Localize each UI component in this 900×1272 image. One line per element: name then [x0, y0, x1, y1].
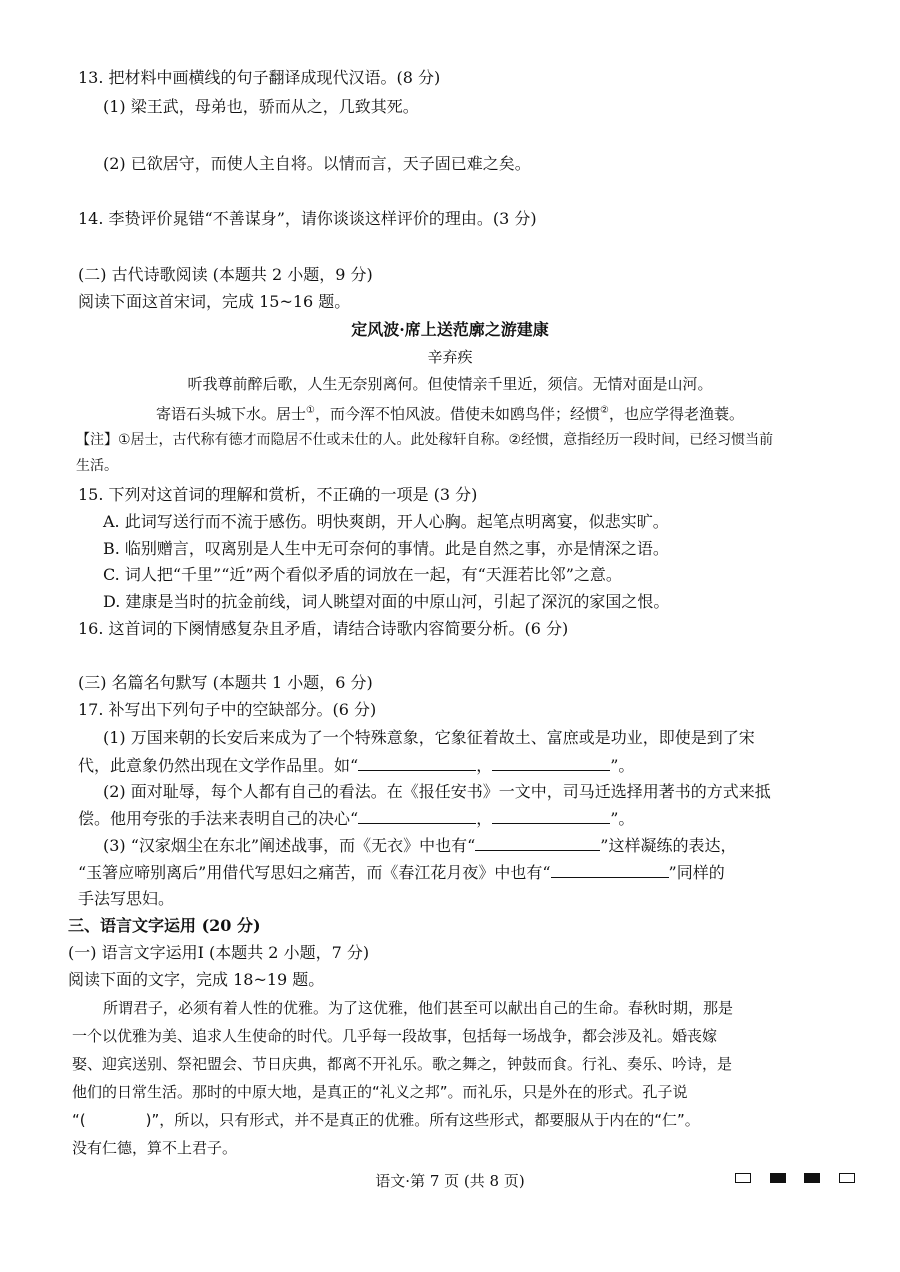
q15-option-a: A. 此词写送行而不流于感伤。明快爽朗，开人心胸。起笔点明离宴，似悲实旷。 — [103, 512, 669, 531]
passage-line-3: 娶、迎宾送别、祭祀盟会、节日庆典，都离不开礼乐。歌之舞之，钟鼓而食。行礼、奏乐、吟诗，是 — [72, 1055, 733, 1073]
page-footer: 语文·第 7 页 (共 8 页) — [375, 1172, 525, 1190]
q17-part-1-text: 代，此意象仍然出现在文学作品里。如“ — [78, 756, 359, 775]
blank[interactable] — [475, 834, 600, 851]
comma: ， — [476, 809, 493, 828]
q15-stem: 15. 下列对这首词的理解和赏析，不正确的一项是 (3 分) — [78, 485, 478, 504]
q13-sentence-1: (1) 梁王武，母弟也，骄而从之，几致其死。 — [103, 97, 419, 116]
q16-stem: 16. 这首词的下阕情感复杂且矛盾，请结合诗歌内容简要分析。(6 分) — [78, 619, 569, 638]
part-3-subheading: (一) 语言文字运用Ⅰ (本题共 2 小题，7 分) — [68, 943, 370, 962]
close-quote: ”。 — [610, 809, 635, 828]
q17-part-3-line-3: 手法写思妇。 — [78, 889, 175, 908]
section-2-intro: 阅读下面这首宋词，完成 15~16 题。 — [78, 292, 351, 311]
poem-line-2b: ，而今浑不怕风波。借使未如鸥鸟伴；经惯 — [314, 405, 600, 423]
poem-line-2c: ，也应学得老渔蓑。 — [608, 405, 744, 423]
comma: ， — [476, 756, 493, 775]
poem-note-1: 【注】①居士，古代称有德才而隐居不仕或未仕的人。此处稼轩自称。②经惯，意指经历一段时间，已经习惯当前 — [76, 432, 774, 448]
blank[interactable] — [358, 807, 476, 824]
poem-note-2: 生活。 — [76, 458, 118, 474]
passage-line-4: 他们的日常生活。那时的中原大地，是真正的“礼义之邦”。而礼乐，只是外在的形式。孔子说 — [72, 1083, 688, 1101]
blank[interactable] — [551, 861, 669, 878]
q15-option-d: D. 建康是当时的抗金前线，词人眺望对面的中原山河，引起了深沉的家国之恨。 — [103, 592, 670, 611]
blank[interactable] — [492, 754, 610, 771]
section-2-heading: (二) 古代诗歌阅读 (本题共 2 小题，9 分) — [78, 265, 373, 284]
passage-line-2: 一个以优雅为美、追求人生使命的时代。几乎每一段故事，包括每一场战争，都会涉及礼。婚丧嫁 — [72, 1027, 718, 1045]
scan-marker-empty — [735, 1173, 751, 1183]
q13-stem: 13. 把材料中画横线的句子翻译成现代汉语。(8 分) — [78, 68, 441, 87]
passage-line-1: 所谓君子，必须有着人性的优雅。为了这优雅，他们甚至可以献出自己的生命。春秋时期，那是 — [103, 999, 734, 1017]
blank[interactable] — [358, 754, 476, 771]
q17-part-3-line-1 — [103, 834, 736, 857]
q17-part-1-line-2 — [78, 754, 634, 777]
q13-sentence-2: (2) 已欲居守，而使人主自将。以情而言，天子固已难之矣。 — [103, 154, 531, 173]
q17-part-1-line-1: (1) 万国来朝的长安后来成为了一个特殊意象，它象征着故土、富庶或是功业，即使是到了宋 — [103, 728, 755, 747]
footnote-mark-1: ① — [306, 405, 315, 416]
q17-part-2-line-2 — [78, 807, 634, 830]
passage-line-6: 没有仁德，算不上君子。 — [72, 1139, 238, 1157]
poem-line-2a: 寄语石头城下水。居士 — [156, 405, 307, 423]
q17-part-3-tail: ”这样凝练的表达， — [600, 836, 737, 855]
blank[interactable] — [492, 807, 610, 824]
scan-marker-empty — [839, 1173, 855, 1183]
section-3-heading: (三) 名篇名句默写 (本题共 1 小题，6 分) — [78, 673, 373, 692]
q17-part-3-text-2: “玉箸应啼别离后”用借代写思妇之痛苦，而《春江花月夜》中也有“ — [78, 863, 551, 882]
q14-stem: 14. 李贽评价晁错“不善谋身”，请你谈谈这样评价的理由。(3 分) — [78, 209, 537, 228]
q15-option-b: B. 临别赠言，叹离别是人生中无可奈何的事情。此是自然之事，亦是情深之语。 — [103, 539, 669, 558]
part-3-heading: 三、语言文字运用 (20 分) — [68, 916, 261, 935]
q17-part-2-text: 偿。他用夸张的手法来表明自己的决心“ — [78, 809, 359, 828]
footnote-mark-2: ② — [600, 405, 609, 416]
poem-author: 辛弃疾 — [427, 348, 473, 366]
q17-part-2-line-1: (2) 面对耻辱，每个人都有自己的看法。在《报任安书》一文中，司马迁选择用著书的方式来抵 — [103, 782, 771, 801]
q15-option-c: C. 词人把“千里”“近”两个看似矛盾的词放在一起，有“天涯若比邻”之意。 — [103, 565, 622, 584]
q17-part-3-text: (3) “汉家烟尘在东北”阐述战事，而《无衣》中也有“ — [103, 836, 476, 855]
poem-line-2 — [0, 400, 900, 425]
scan-marker-filled — [770, 1173, 786, 1183]
part-3-intro: 阅读下面的文字，完成 18~19 题。 — [68, 970, 325, 989]
close-quote: ”。 — [610, 756, 635, 775]
scan-marker-filled — [804, 1173, 820, 1183]
q17-stem: 17. 补写出下列句子中的空缺部分。(6 分) — [78, 700, 377, 719]
q17-part-3-line-2 — [78, 861, 725, 884]
passage-line-5: “( )”，所以，只有形式，并不是真正的优雅。所有这些形式，都要服从于内在的“仁”。 — [72, 1111, 700, 1129]
poem-line-1: 听我尊前醉后歌，人生无奈别离何。但使情亲千里近，须信。无情对面是山河。 — [187, 375, 713, 393]
q17-part-3-tail-2: ”同样的 — [668, 863, 725, 882]
poem-title: 定风波·席上送范廓之游建康 — [351, 320, 549, 339]
